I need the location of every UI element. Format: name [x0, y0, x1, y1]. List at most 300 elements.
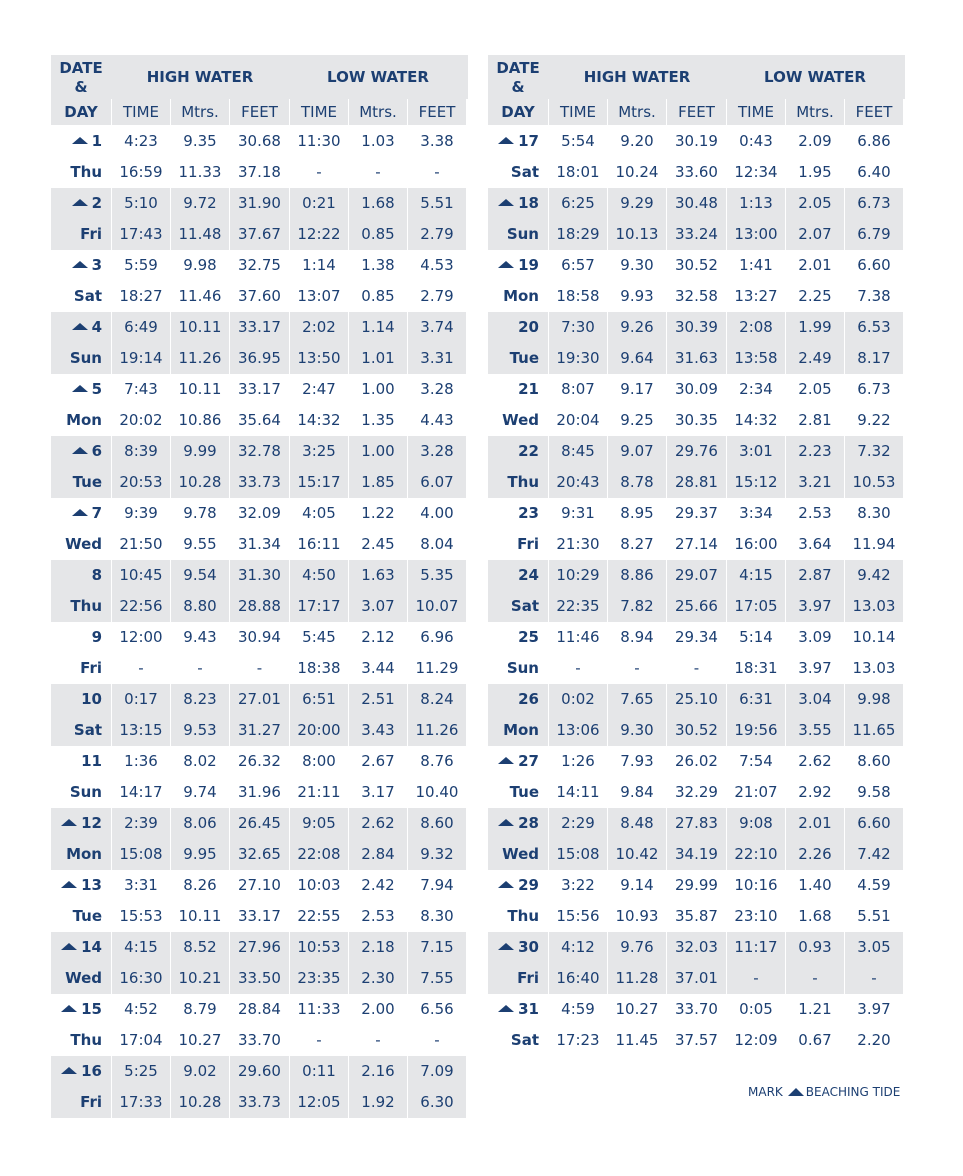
high-time-cell: 1:36: [111, 746, 170, 777]
high-feet-cell: 30.35: [666, 405, 726, 436]
low-mtrs-cell: 3.21: [785, 467, 844, 498]
high-feet-cell: 25.66: [666, 591, 726, 622]
low-mtrs-cell: 2.87: [785, 560, 844, 591]
date-cell: [51, 870, 111, 901]
low-time-cell: 18:38: [289, 653, 348, 684]
low-time-cell: 21:07: [726, 777, 785, 808]
low-time-cell: 10:16: [726, 870, 785, 901]
high-mtrs-cell: 11.45: [607, 1025, 666, 1056]
high-mtrs-cell: 9.72: [170, 188, 229, 219]
high-mtrs-cell: 8.78: [607, 467, 666, 498]
high-mtrs-cell: 9.74: [170, 777, 229, 808]
low-mtrs-cell: 1.01: [348, 343, 407, 374]
high-mtrs-cell: 9.17: [607, 374, 666, 405]
high-time-cell: 1:26: [548, 746, 607, 777]
date-cell: [488, 746, 548, 777]
high-time-cell: 15:53: [111, 901, 170, 932]
high-time-cell: 15:08: [111, 839, 170, 870]
header-row-top: [51, 55, 468, 99]
table-row: [488, 994, 905, 1025]
high-mtrs-cell: 9.43: [170, 622, 229, 653]
high-mtrs-cell: 7.82: [607, 591, 666, 622]
low-time-cell: 12:34: [726, 157, 785, 188]
table-row: [488, 250, 905, 281]
table-row: [51, 374, 468, 405]
high-feet-cell: 33.50: [229, 963, 289, 994]
date-number: 22: [518, 442, 539, 460]
low-time-cell: 1:13: [726, 188, 785, 219]
date-cell: [51, 374, 111, 405]
high-mtrs-cell: 7.93: [607, 746, 666, 777]
low-time-cell: 0:21: [289, 188, 348, 219]
table-row: [488, 870, 905, 901]
table-row: [51, 560, 468, 591]
date-number: 28: [518, 814, 539, 832]
tide-day-group: [51, 932, 468, 994]
high-mtrs-cell: 9.78: [170, 498, 229, 529]
low-time-cell: 11:30: [289, 126, 348, 157]
low-feet-cell: 10.14: [844, 622, 903, 653]
low-time-cell: 17:05: [726, 591, 785, 622]
low-mtrs-cell: 2.16: [348, 1056, 407, 1087]
table-row: [51, 1087, 468, 1118]
high-time-cell: 10:29: [548, 560, 607, 591]
date-cell: [488, 250, 548, 281]
date-number: 14: [81, 938, 102, 956]
high-time-cell: 0:17: [111, 684, 170, 715]
high-mtrs-cell: 11.33: [170, 157, 229, 188]
low-feet-cell: 6.86: [844, 126, 903, 157]
high-time-cell: 14:17: [111, 777, 170, 808]
date-cell: [51, 312, 111, 343]
high-mtrs-cell: 10.86: [170, 405, 229, 436]
low-feet-cell: -: [407, 157, 466, 188]
low-mtrs-cell: 3.55: [785, 715, 844, 746]
high-time-cell: 4:52: [111, 994, 170, 1025]
date-number: 31: [518, 1000, 539, 1018]
day-of-week-cell: Tue: [51, 467, 111, 498]
high-time-cell: 13:06: [548, 715, 607, 746]
date-cell: [51, 994, 111, 1025]
high-feet-cell: 33.17: [229, 374, 289, 405]
day-of-week-cell: Sun: [51, 343, 111, 374]
low-time-cell: 13:50: [289, 343, 348, 374]
high-mtrs-cell: 8.52: [170, 932, 229, 963]
low-feet-cell: 8.24: [407, 684, 466, 715]
date-cell: [51, 560, 111, 591]
low-mtrs-cell: 3.44: [348, 653, 407, 684]
day-of-week-cell: Sun: [488, 219, 548, 250]
table-row: [488, 281, 905, 312]
high-mtrs-cell: 8.27: [607, 529, 666, 560]
high-mtrs-cell: 9.99: [170, 436, 229, 467]
high-time-cell: 17:23: [548, 1025, 607, 1056]
date-number: 3: [91, 256, 102, 274]
low-time-cell: 0:43: [726, 126, 785, 157]
low-mtrs-cell: 2.05: [785, 374, 844, 405]
beaching-tide-icon: [498, 199, 514, 206]
high-feet-cell: 31.63: [666, 343, 726, 374]
high-feet-cell: 37.57: [666, 1025, 726, 1056]
tide-day-group: [488, 312, 905, 374]
low-feet-cell: 7.09: [407, 1056, 466, 1087]
low-feet-cell: 13.03: [844, 591, 903, 622]
high-time-cell: 5:10: [111, 188, 170, 219]
date-cell: [488, 870, 548, 901]
high-feet-cell: 35.87: [666, 901, 726, 932]
high-mtrs-cell: 10.24: [607, 157, 666, 188]
beaching-tide-icon: [61, 819, 77, 826]
low-feet-header: FEET: [844, 99, 903, 125]
table-row: [51, 684, 468, 715]
low-mtrs-cell: 1.99: [785, 312, 844, 343]
high-mtrs-cell: 9.35: [170, 126, 229, 157]
tide-day-group: [51, 250, 468, 312]
low-mtrs-cell: 2.01: [785, 808, 844, 839]
low-feet-cell: 3.05: [844, 932, 903, 963]
date-cell: [51, 436, 111, 467]
table-row: [51, 219, 468, 250]
low-water-header: LOW WATER: [327, 68, 429, 86]
low-mtrs-cell: 1.14: [348, 312, 407, 343]
high-feet-cell: 27.96: [229, 932, 289, 963]
low-time-cell: 18:31: [726, 653, 785, 684]
low-mtrs-cell: 3.97: [785, 653, 844, 684]
low-mtrs-cell: 3.07: [348, 591, 407, 622]
low-mtrs-cell: 2.67: [348, 746, 407, 777]
date-cell: [51, 250, 111, 281]
table-row: [488, 1025, 905, 1056]
date-day-header: [51, 55, 111, 99]
high-time-cell: 19:30: [548, 343, 607, 374]
high-mtrs-cell: 10.93: [607, 901, 666, 932]
day-column-header: DAY: [51, 99, 111, 125]
high-feet-cell: 31.90: [229, 188, 289, 219]
low-mtrs-cell: 1.68: [348, 188, 407, 219]
high-mtrs-cell: 8.06: [170, 808, 229, 839]
low-time-cell: 20:00: [289, 715, 348, 746]
low-feet-cell: 11.65: [844, 715, 903, 746]
beaching-tide-icon: [61, 1067, 77, 1074]
table-row: [488, 374, 905, 405]
day-of-week-cell: Sun: [69, 783, 102, 801]
low-time-cell: 3:34: [726, 498, 785, 529]
low-time-cell: 19:56: [726, 715, 785, 746]
table-row: [51, 622, 468, 653]
high-time-cell: 8:07: [548, 374, 607, 405]
high-feet-cell: 30.39: [666, 312, 726, 343]
low-feet-cell: 7.55: [407, 963, 466, 994]
tide-day-group: [488, 746, 905, 808]
date-number: 12: [81, 814, 102, 832]
table-row: [51, 653, 468, 684]
high-time-cell: 4:59: [548, 994, 607, 1025]
low-time-cell: 1:41: [726, 250, 785, 281]
low-time-cell: 21:11: [289, 777, 348, 808]
table-row: [51, 808, 468, 839]
day-of-week-cell: Wed: [65, 535, 102, 553]
tide-day-group: [51, 808, 468, 870]
date-number: 24: [518, 566, 539, 584]
day-of-week-cell: Tue: [72, 907, 102, 925]
low-time-cell: 13:58: [726, 343, 785, 374]
date-cell: [51, 622, 111, 653]
date-cell: [488, 312, 548, 343]
high-time-cell: 15:08: [548, 839, 607, 870]
table-row: [488, 405, 905, 436]
low-water-header: LOW WATER: [764, 68, 866, 86]
tide-day-group: [488, 870, 905, 932]
beaching-tide-icon: [498, 881, 514, 888]
high-mtrs-cell: 9.55: [170, 529, 229, 560]
header-row-columns: [51, 99, 468, 126]
high-feet-cell: 33.70: [229, 1025, 289, 1056]
beaching-tide-icon: [498, 943, 514, 950]
tide-day-group: [51, 684, 468, 746]
high-mtrs-cell: 8.95: [607, 498, 666, 529]
high-feet-cell: 30.19: [666, 126, 726, 157]
high-feet-cell: 32.58: [666, 281, 726, 312]
low-feet-cell: 6.96: [407, 622, 466, 653]
low-mtrs-cell: 1.00: [348, 436, 407, 467]
tide-day-group: [488, 374, 905, 436]
low-time-cell: 16:11: [289, 529, 348, 560]
tide-day-group: [51, 436, 468, 498]
beaching-tide-icon: [498, 1005, 514, 1012]
beaching-tide-icon: [788, 1088, 804, 1096]
low-feet-cell: 9.22: [844, 405, 903, 436]
table-row: [488, 901, 905, 932]
low-mtrs-cell: 1.21: [785, 994, 844, 1025]
high-feet-cell: 27.10: [229, 870, 289, 901]
high-time-cell: 22:56: [111, 591, 170, 622]
table-body: [488, 126, 905, 1056]
table-row: [488, 219, 905, 250]
day-of-week-cell: Tue: [488, 343, 548, 374]
high-mtrs-cell: -: [607, 653, 666, 684]
high-mtrs-cell: 8.48: [607, 808, 666, 839]
tide-day-group: [488, 188, 905, 250]
date-number: 20: [518, 318, 539, 336]
table-row: [51, 250, 468, 281]
high-mtrs-cell: 8.02: [170, 746, 229, 777]
high-mtrs-cell: 9.76: [607, 932, 666, 963]
header-row-top: [488, 55, 905, 99]
low-time-cell: 14:32: [726, 405, 785, 436]
low-mtrs-cell: 2.09: [785, 126, 844, 157]
table-row: [51, 839, 468, 870]
table-row: [488, 963, 905, 994]
tide-day-group: [51, 126, 468, 188]
table-row: [51, 932, 468, 963]
day-of-week-cell: Mon: [488, 715, 548, 746]
day-of-week-cell: Wed: [502, 411, 539, 429]
low-feet-cell: 7.42: [844, 839, 903, 870]
date-number: 5: [91, 380, 102, 398]
date-header-label: DATE: [496, 59, 540, 77]
high-feet-cell: 32.09: [229, 498, 289, 529]
table-row: [51, 281, 468, 312]
low-mtrs-cell: 2.30: [348, 963, 407, 994]
low-time-cell: 22:55: [289, 901, 348, 932]
high-mtrs-cell: 9.93: [607, 281, 666, 312]
high-mtrs-cell: 10.27: [607, 994, 666, 1025]
date-cell: [488, 932, 548, 963]
high-mtrs-cell: 9.95: [170, 839, 229, 870]
low-feet-header: FEET: [407, 99, 466, 125]
low-time-cell: 4:05: [289, 498, 348, 529]
day-of-week-cell: Sun: [506, 659, 539, 677]
low-time-cell: 12:05: [289, 1087, 348, 1118]
date-cell: [488, 436, 548, 467]
low-mtrs-cell: 1.85: [348, 467, 407, 498]
date-cell: [51, 126, 111, 157]
date-cell: [488, 684, 548, 715]
low-feet-cell: 9.42: [844, 560, 903, 591]
table-row: [51, 343, 468, 374]
tide-table-right: [488, 55, 905, 1056]
day-of-week-cell: Fri: [517, 535, 539, 553]
high-feet-cell: 31.30: [229, 560, 289, 591]
high-time-cell: -: [548, 653, 607, 684]
high-feet-cell: 29.34: [666, 622, 726, 653]
table-row: [51, 188, 468, 219]
high-water-header: HIGH WATER: [583, 68, 691, 86]
high-feet-cell: 37.60: [229, 281, 289, 312]
high-time-cell: 11:46: [548, 622, 607, 653]
low-time-cell: 23:35: [289, 963, 348, 994]
beaching-tide-icon: [72, 261, 88, 268]
day-of-week-cell: Wed: [488, 839, 548, 870]
high-mtrs-cell: 9.84: [607, 777, 666, 808]
beaching-tide-icon: [72, 447, 88, 454]
low-feet-cell: 13.03: [844, 653, 903, 684]
low-mtrs-cell: 2.42: [348, 870, 407, 901]
high-mtrs-cell: 10.13: [607, 219, 666, 250]
date-number: 23: [518, 504, 539, 522]
low-feet-cell: 8.17: [844, 343, 903, 374]
high-feet-cell: 29.60: [229, 1056, 289, 1087]
high-mtrs-cell: 9.64: [607, 343, 666, 374]
high-time-cell: 20:53: [111, 467, 170, 498]
day-of-week-cell: Sat: [510, 1031, 539, 1049]
day-of-week-cell: Fri: [51, 219, 111, 250]
day-of-week-cell: Fri: [51, 1087, 111, 1118]
high-mtrs-cell: 9.53: [170, 715, 229, 746]
low-time-cell: 10:03: [289, 870, 348, 901]
low-time-cell: 14:32: [289, 405, 348, 436]
low-mtrs-cell: 2.53: [785, 498, 844, 529]
high-feet-header: FEET: [666, 99, 726, 125]
tide-day-group: [488, 560, 905, 622]
low-feet-cell: 6.60: [844, 250, 903, 281]
low-feet-cell: 10.07: [407, 591, 466, 622]
high-time-cell: 3:22: [548, 870, 607, 901]
low-time-cell: 8:00: [289, 746, 348, 777]
low-time-cell: 10:53: [289, 932, 348, 963]
date-number: 15: [81, 1000, 102, 1018]
high-mtrs-cell: 9.29: [607, 188, 666, 219]
low-feet-cell: 8.30: [844, 498, 903, 529]
date-number: 13: [81, 876, 102, 894]
high-time-cell: 4:15: [111, 932, 170, 963]
high-time-cell: 18:58: [548, 281, 607, 312]
date-number: 10: [81, 690, 102, 708]
date-number: 11: [81, 752, 102, 770]
tide-day-group: [488, 436, 905, 498]
table-row: [51, 777, 468, 808]
low-time-cell: 6:51: [289, 684, 348, 715]
table-row: [488, 188, 905, 219]
high-time-cell: 21:30: [548, 529, 607, 560]
high-time-header: TIME: [111, 99, 170, 125]
table-row: [488, 808, 905, 839]
table-row: [51, 591, 468, 622]
low-time-cell: 23:10: [726, 901, 785, 932]
low-mtrs-header: Mtrs.: [348, 99, 407, 125]
day-of-week-cell: Thu: [70, 163, 102, 181]
low-mtrs-cell: 3.43: [348, 715, 407, 746]
day-of-week-cell: Sat: [51, 715, 111, 746]
high-mtrs-cell: 11.46: [170, 281, 229, 312]
low-feet-cell: 6.56: [407, 994, 466, 1025]
table-row: [51, 963, 468, 994]
high-mtrs-header: Mtrs.: [607, 99, 666, 125]
date-cell: [488, 622, 548, 653]
table-row: [51, 1025, 468, 1056]
low-mtrs-cell: 1.35: [348, 405, 407, 436]
beaching-tide-icon: [72, 385, 88, 392]
high-feet-cell: -: [666, 653, 726, 684]
high-time-cell: 19:14: [111, 343, 170, 374]
high-mtrs-cell: 9.07: [607, 436, 666, 467]
low-mtrs-cell: 3.97: [785, 591, 844, 622]
date-cell: [51, 498, 111, 529]
low-mtrs-cell: 1.03: [348, 126, 407, 157]
high-feet-cell: 32.78: [229, 436, 289, 467]
high-time-header: TIME: [548, 99, 607, 125]
day-of-week-cell: Thu: [507, 907, 539, 925]
low-mtrs-cell: 0.93: [785, 932, 844, 963]
table-row: [488, 684, 905, 715]
high-mtrs-cell: 8.80: [170, 591, 229, 622]
low-mtrs-cell: 3.17: [348, 777, 407, 808]
low-mtrs-cell: 2.62: [785, 746, 844, 777]
table-row: [488, 436, 905, 467]
low-feet-cell: 3.74: [407, 312, 466, 343]
day-of-week-cell: Fri: [80, 659, 102, 677]
high-mtrs-cell: 10.27: [170, 1025, 229, 1056]
table-row: [51, 715, 468, 746]
high-time-cell: 17:04: [111, 1025, 170, 1056]
high-feet-cell: 36.95: [229, 343, 289, 374]
high-time-cell: 22:35: [548, 591, 607, 622]
low-feet-cell: 10.53: [844, 467, 903, 498]
low-time-cell: 11:17: [726, 932, 785, 963]
low-time-cell: 16:00: [726, 529, 785, 560]
low-mtrs-cell: 2.23: [785, 436, 844, 467]
high-feet-cell: 26.45: [229, 808, 289, 839]
high-time-cell: 7:43: [111, 374, 170, 405]
high-feet-cell: 30.68: [229, 126, 289, 157]
low-mtrs-cell: 2.07: [785, 219, 844, 250]
high-mtrs-cell: 9.30: [607, 715, 666, 746]
low-feet-cell: 4.59: [844, 870, 903, 901]
low-time-cell: 2:34: [726, 374, 785, 405]
high-mtrs-cell: 9.54: [170, 560, 229, 591]
low-mtrs-cell: 2.51: [348, 684, 407, 715]
date-number: 26: [518, 690, 539, 708]
